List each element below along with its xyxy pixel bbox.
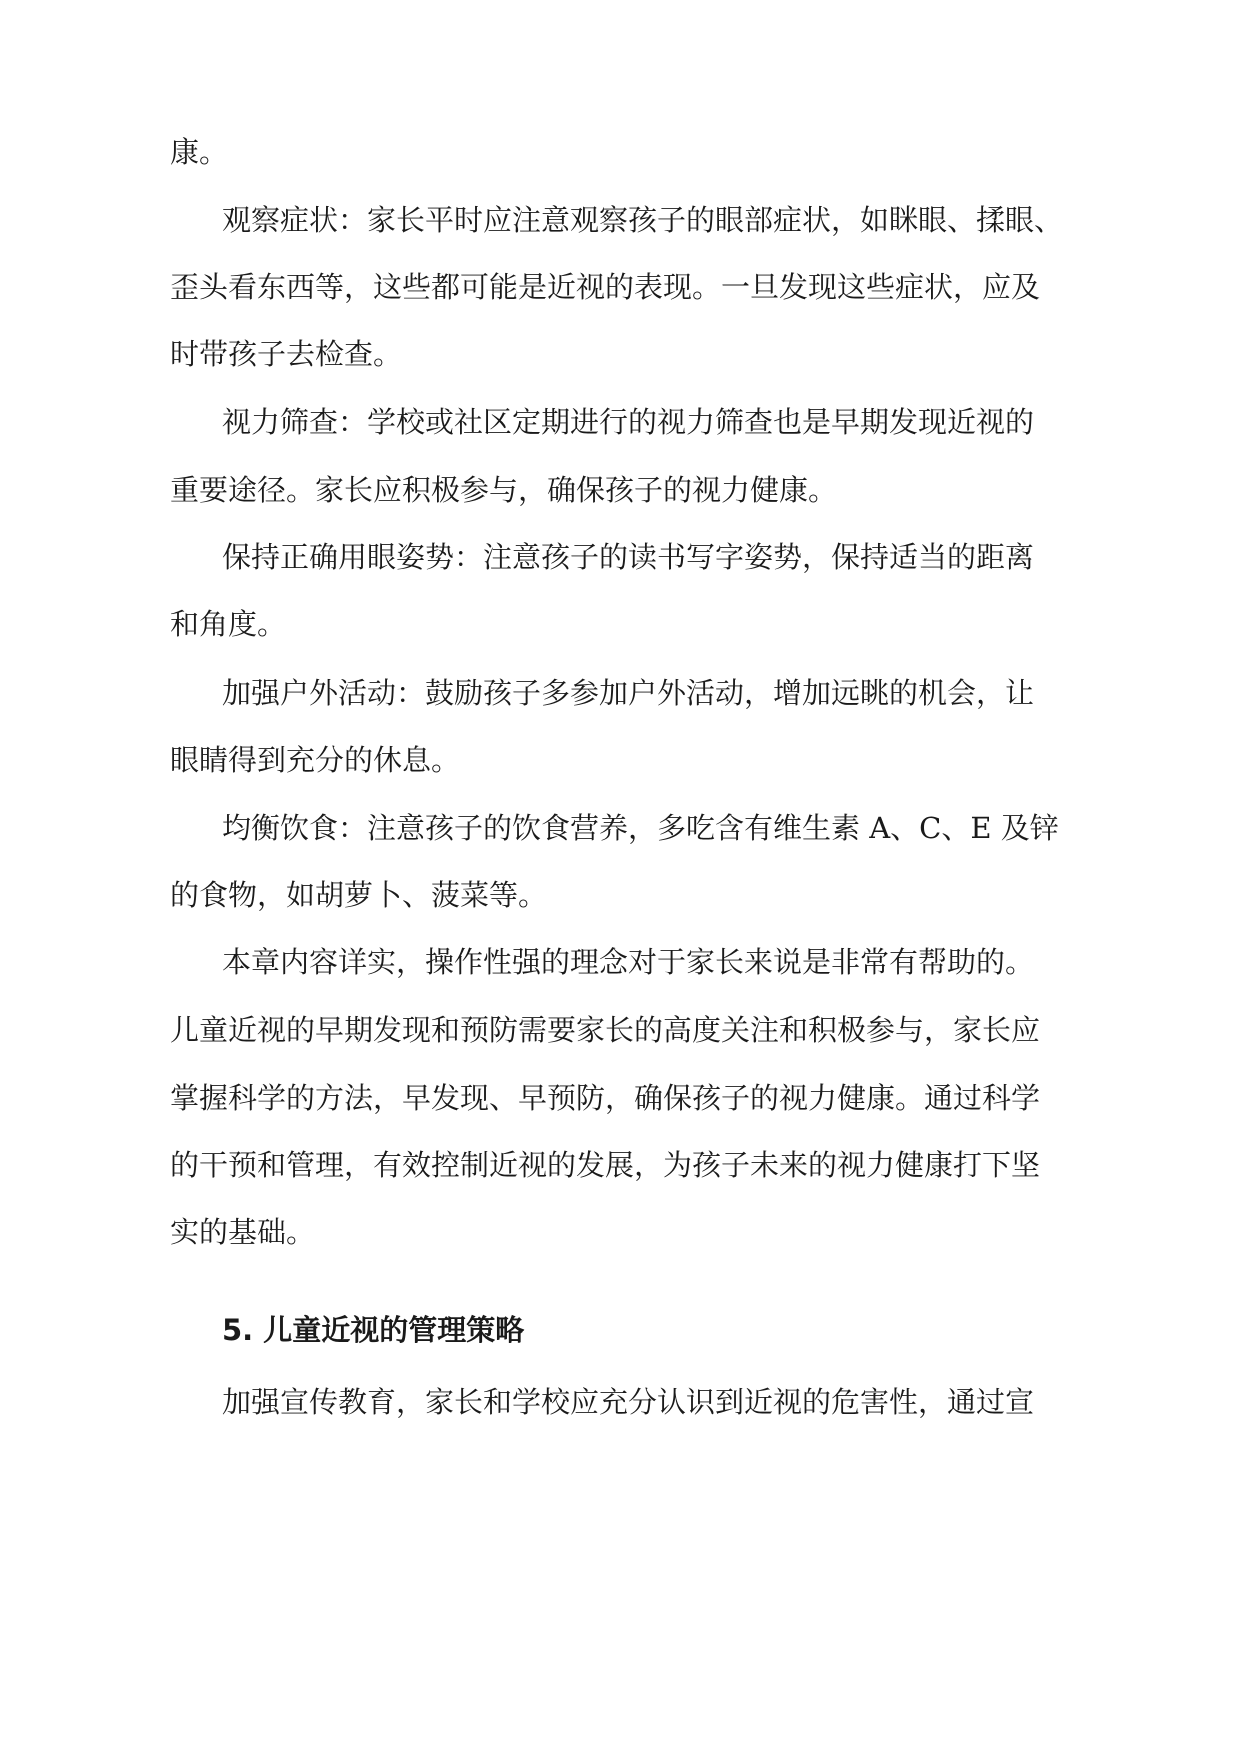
paragraph-line: 的干预和管理，有效控制近视的发展，为孩子未来的视力健康打下坚 <box>170 1148 1041 1182</box>
paragraph-line: 歪头看东西等，这些都可能是近视的表现。一旦发现这些症状，应及 <box>170 270 1041 304</box>
paragraph-line: 视力筛查：学校或社区定期进行的视力筛查也是早期发现近视的 <box>222 405 1035 439</box>
paragraph-line: 掌握科学的方法，早发现、早预防，确保孩子的视力健康。通过科学 <box>170 1081 1041 1115</box>
paragraph-line: 加强宣传教育，家长和学校应充分认识到近视的危害性，通过宣 <box>222 1385 1035 1419</box>
paragraph-line: 康。 <box>170 135 229 169</box>
paragraph-line: 儿童近视的早期发现和预防需要家长的高度关注和积极参与，家长应 <box>170 1013 1041 1047</box>
paragraph-line: 本章内容详实，操作性强的理念对于家长来说是非常有帮助的。 <box>222 945 1035 979</box>
paragraph-line: 的食物，如胡萝卜、菠菜等。 <box>170 878 548 912</box>
paragraph-line: 时带孩子去检查。 <box>170 337 403 371</box>
paragraph-line: 和角度。 <box>170 607 287 641</box>
paragraph-line: 实的基础。 <box>170 1215 316 1249</box>
paragraph-line: 保持正确用眼姿势：注意孩子的读书写字姿势，保持适当的距离 <box>222 540 1035 574</box>
section-heading-text: 5. 儿童近视的管理策略 <box>222 1313 525 1347</box>
paragraph-line: 眼睛得到充分的休息。 <box>170 743 461 777</box>
paragraph-line: 加强户外活动：鼓励孩子多参加户外活动，增加远眺的机会，让 <box>222 676 1035 710</box>
paragraph-line: 重要途径。家长应积极参与，确保孩子的视力健康。 <box>170 473 838 507</box>
paragraph-line: 观察症状：家长平时应注意观察孩子的眼部症状，如眯眼、揉眼、 <box>222 203 1064 237</box>
paragraph-line: 均衡饮食：注意孩子的饮食营养，多吃含有维生素 A、C、E 及锌 <box>222 811 1059 845</box>
